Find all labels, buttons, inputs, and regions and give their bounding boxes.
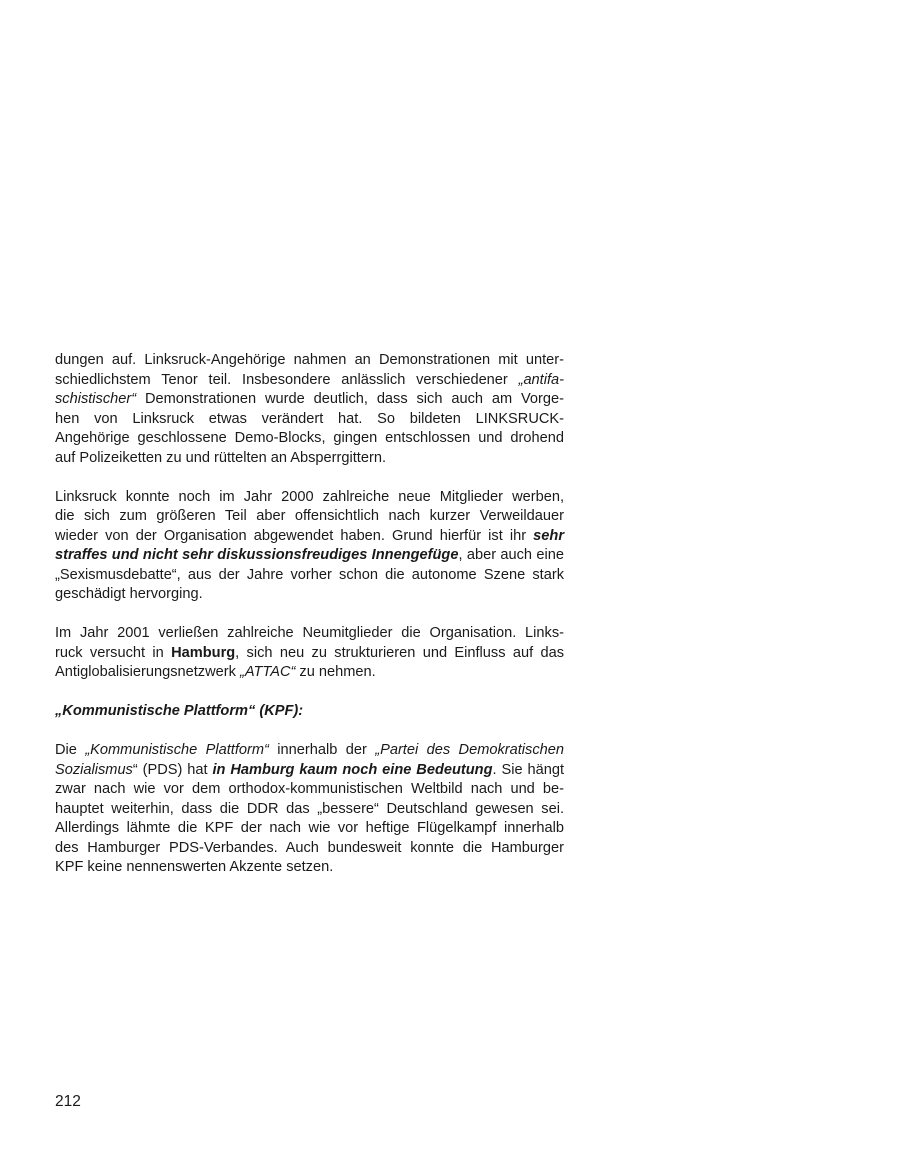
text-line: hauptet weiterhin, dass die DDR das „bessere“ Deutschland gewesen sei.: [55, 800, 564, 817]
text-span: , aber auch eine: [458, 547, 564, 563]
italic-term: „ATTAC“: [239, 664, 296, 680]
text-line: [55, 546, 564, 566]
text-line: Im Jahr 2001 verließen zahlreiche Neumitglieder die Organisation. Links-: [55, 625, 564, 641]
text-line: [55, 741, 564, 761]
italic-term: „Partei des Demokratischen: [375, 742, 564, 758]
text-line: [55, 390, 564, 410]
text-span: , sich neu zu strukturieren und Einfluss auf das: [235, 644, 564, 661]
emphasis: sehr: [533, 527, 564, 544]
emphasis: straffes und nicht sehr diskussionsfreudiges Innengefüge: [55, 547, 459, 563]
section-heading: „Kommunistische Plattform“ (KPF):: [55, 703, 304, 719]
body-text: [55, 351, 564, 878]
text-line: die sich zum größeren Teil aber offensichtlich nach kurzer Verweildauer: [55, 508, 564, 524]
text-line: zwar nach wie vor dem orthodox-kommunistischen Weltbild nach und be-: [55, 781, 564, 797]
text-line: [55, 644, 564, 664]
text-line: hen von Linksruck etwas verändert hat. So bildeten LINKSRUCK-: [55, 410, 564, 427]
text-span: Demonstrationen wurde deutlich, dass sich auch am Vorge-: [144, 391, 564, 407]
text-line: Allerdings lähmte die KPF der nach wie vor heftige Flügelkampf innerhalb: [55, 820, 564, 836]
text-line: [55, 371, 564, 391]
italic-term: schistischer“: [55, 391, 137, 407]
text-span: schiedlichstem Tenor teil. Insbesondere anlässlich verschiedener: [55, 371, 508, 388]
text-span: zu nehmen.: [299, 664, 376, 680]
text-span: Die: [55, 742, 77, 758]
text-span: Antiglobalisierungsnetzwerk: [55, 664, 236, 680]
italic-term: „Kommunistische Plattform“: [85, 742, 269, 758]
paragraph: [55, 351, 564, 468]
text-span: . Sie hängt: [492, 761, 565, 778]
text-line: „Sexismusdebatte“, aus der Jahre vorher schon die autonome Szene stark: [55, 566, 564, 583]
text-line: [55, 527, 564, 547]
text-span: “ (PDS) hat: [132, 761, 208, 778]
paragraph: [55, 741, 564, 878]
text-line: dungen auf. Linksruck-Angehörige nahmen an Demonstrationen mit unter-: [55, 352, 564, 368]
text-span: innerhalb der: [277, 742, 367, 758]
paragraph: [55, 624, 564, 683]
text-line: Linksruck konnte noch im Jahr 2000 zahlreiche neue Mitglieder werben,: [55, 488, 564, 505]
text-line: geschädigt hervorging.: [55, 586, 203, 602]
text-line: des Hamburger PDS-Verbandes. Auch bundesweit konnte die Hamburger: [55, 839, 564, 856]
paragraph: [55, 488, 564, 605]
text-line: [55, 761, 564, 781]
text-line: [55, 663, 564, 683]
text-span: wieder von der Organisation abgewendet haben. Grund hierfür ist ihr: [55, 527, 527, 544]
emphasis: in Hamburg kaum noch eine Bedeutung: [212, 761, 493, 778]
text-line: auf Polizeiketten zu und rüttelten an Absperrgittern.: [55, 449, 386, 466]
page-number: 212: [55, 1093, 81, 1110]
italic-term: Sozialismus: [55, 761, 133, 778]
italic-term: „antifa-: [518, 371, 564, 388]
text-span: ruck versucht in: [55, 644, 164, 661]
text-line: KPF keine nennenswerten Akzente setzen.: [55, 859, 334, 875]
text-line: Angehörige geschlossene Demo-Blocks, gingen entschlossen und drohend: [55, 430, 564, 446]
bold-term: Hamburg: [171, 644, 236, 661]
